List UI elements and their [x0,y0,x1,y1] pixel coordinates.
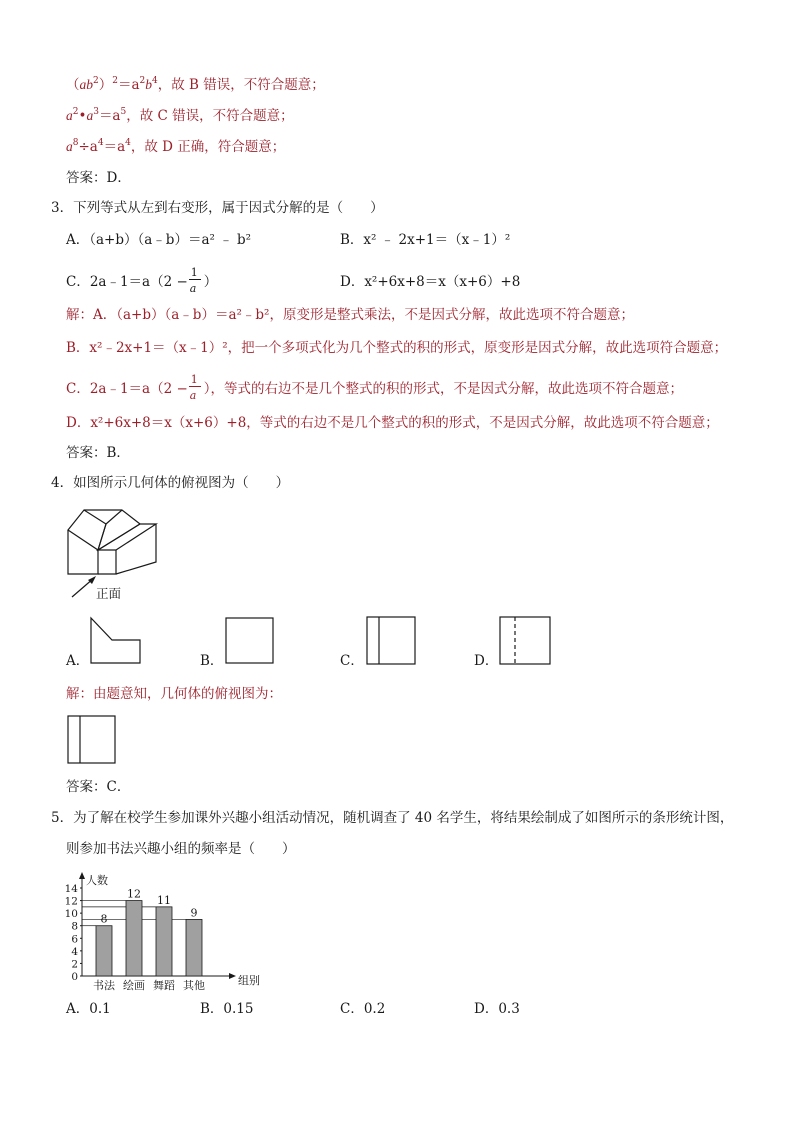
prev-line-b: $(ab^2)^2=a^2b^4$，故 B 错误，不符合题意； [66,76,325,93]
q5-stem-line2: 则参加书法兴趣小组的频率是（ ） [66,841,296,857]
solid-side-face [116,524,156,574]
y-tick-label: 2 [71,958,78,971]
solid-right-top-face [98,524,156,550]
q4-option-a-label: A． [66,653,90,669]
q4-front-label: 正面 [96,586,122,601]
q3-solution-d: D．x²+6x+8＝x（x+6）+8，等式的右边不是几个整式的积的形式，不是因式分解，故此选项不符合题意； [66,415,719,431]
q3-stem: 3．下列等式从左到右变形，属于因式分解的是（ ） [51,200,384,216]
q4-option-a-figure [88,616,144,666]
y-tick-label: 4 [71,945,78,958]
category-label: 舞蹈 [153,979,175,992]
bar-书法 [96,926,112,976]
q4-option-d-label: D． [474,653,499,669]
q3-answer: 答案：B． [66,445,130,461]
prev-answer: 答案：D． [66,170,131,186]
bar-value-label: 8 [100,912,108,926]
q4-option-d-figure [498,615,554,667]
bar-绘画 [126,901,142,976]
y-axis-label: 人数 [86,874,108,887]
q4-option-b-label: B． [200,653,224,669]
q4-option-b-figure [223,616,277,666]
q5-option-a: A．0.1 [66,1001,111,1017]
bar-value-label: 11 [157,893,171,907]
y-axis-arrow [79,872,85,879]
q4-stem: 4．如图所示几何体的俯视图为（ ） [51,475,290,491]
y-tick-label: 14 [64,883,78,895]
q5-option-b: B．0.15 [200,1001,254,1017]
q4-solution: 解：由题意知，几何体的俯视图为： [66,686,282,702]
y-tick-label: 8 [71,920,78,933]
q4-option-c-label: C． [340,653,364,669]
y-tick-label: 12 [64,895,78,908]
category-label: 其他 [183,979,205,992]
category-label: 绘画 [123,979,145,992]
q3-solution-c-fraction: $\frac{1}{a}$ [188,381,204,399]
q3-option-b: B．x² ﹣ 2x+1＝（x﹣1）² [340,232,511,248]
bar-其他 [186,919,202,976]
q3-option-c-fraction: $\frac{1}{a}$ [188,274,204,292]
y-tick-label: 0 [71,971,78,983]
q3-option-d: D．x²+6x+8＝x（x+6）+8 [340,274,521,290]
q3-solution-a: 解：A．（a+b）（a﹣b）＝a²﹣b²，原变形是整式乘法，不是因式分解，故此选项不符合题意； [66,307,634,323]
bar-舞蹈 [156,907,172,976]
q3-option-c: C．2a﹣1＝a（2 − $\frac{1}{a}$ ） [66,265,218,295]
q5-stem-line1: 5．为了解在校学生参加课外兴趣小组活动情况，随机调查了 40 名学生，将结果绘制成了如图所示的条形统计图， [51,810,734,826]
q3-solution-c: C．2a﹣1＝a（2 − $\frac{1}{a}$ ），等式的右边不是几个整式的积的形式，不是因式分解，故此选项不符合题意； [66,372,684,402]
q5-option-d: D．0.3 [474,1001,520,1017]
q5-option-c: C．0.2 [340,1001,386,1017]
q4-solution-figure [66,714,120,766]
q4-answer: 答案：C． [66,779,131,795]
q3-option-a: A．（a+b）（a﹣b）＝a² ﹣ b² [66,232,252,248]
category-label: 书法 [93,979,115,992]
prev-line-c: $a^2•a^3=a^5$，故 C 错误，不符合题意； [66,107,294,124]
q5-bar-chart [58,866,268,992]
x-axis-label: 组别 [238,974,260,987]
bar-value-label: 12 [127,887,141,901]
y-tick-label: 10 [64,908,78,921]
q3-solution-b: B．x²﹣2x+1＝（x﹣1）²，把一个多项式化为几个整式的积的形式，原变形是因式分解，故此选项符合题意； [66,340,728,356]
bar-value-label: 9 [190,906,198,920]
prev-line-d: $a^8\div a^4=a^4$，故 D 正确，符合题意； [66,138,286,155]
solid-front-left-face [68,530,98,574]
solid-front-right-face [98,550,116,574]
y-tick-label: 6 [71,933,78,946]
x-axis-arrow [229,973,236,979]
solid-notch-face [98,510,140,550]
q4-option-c-figure [365,615,419,667]
